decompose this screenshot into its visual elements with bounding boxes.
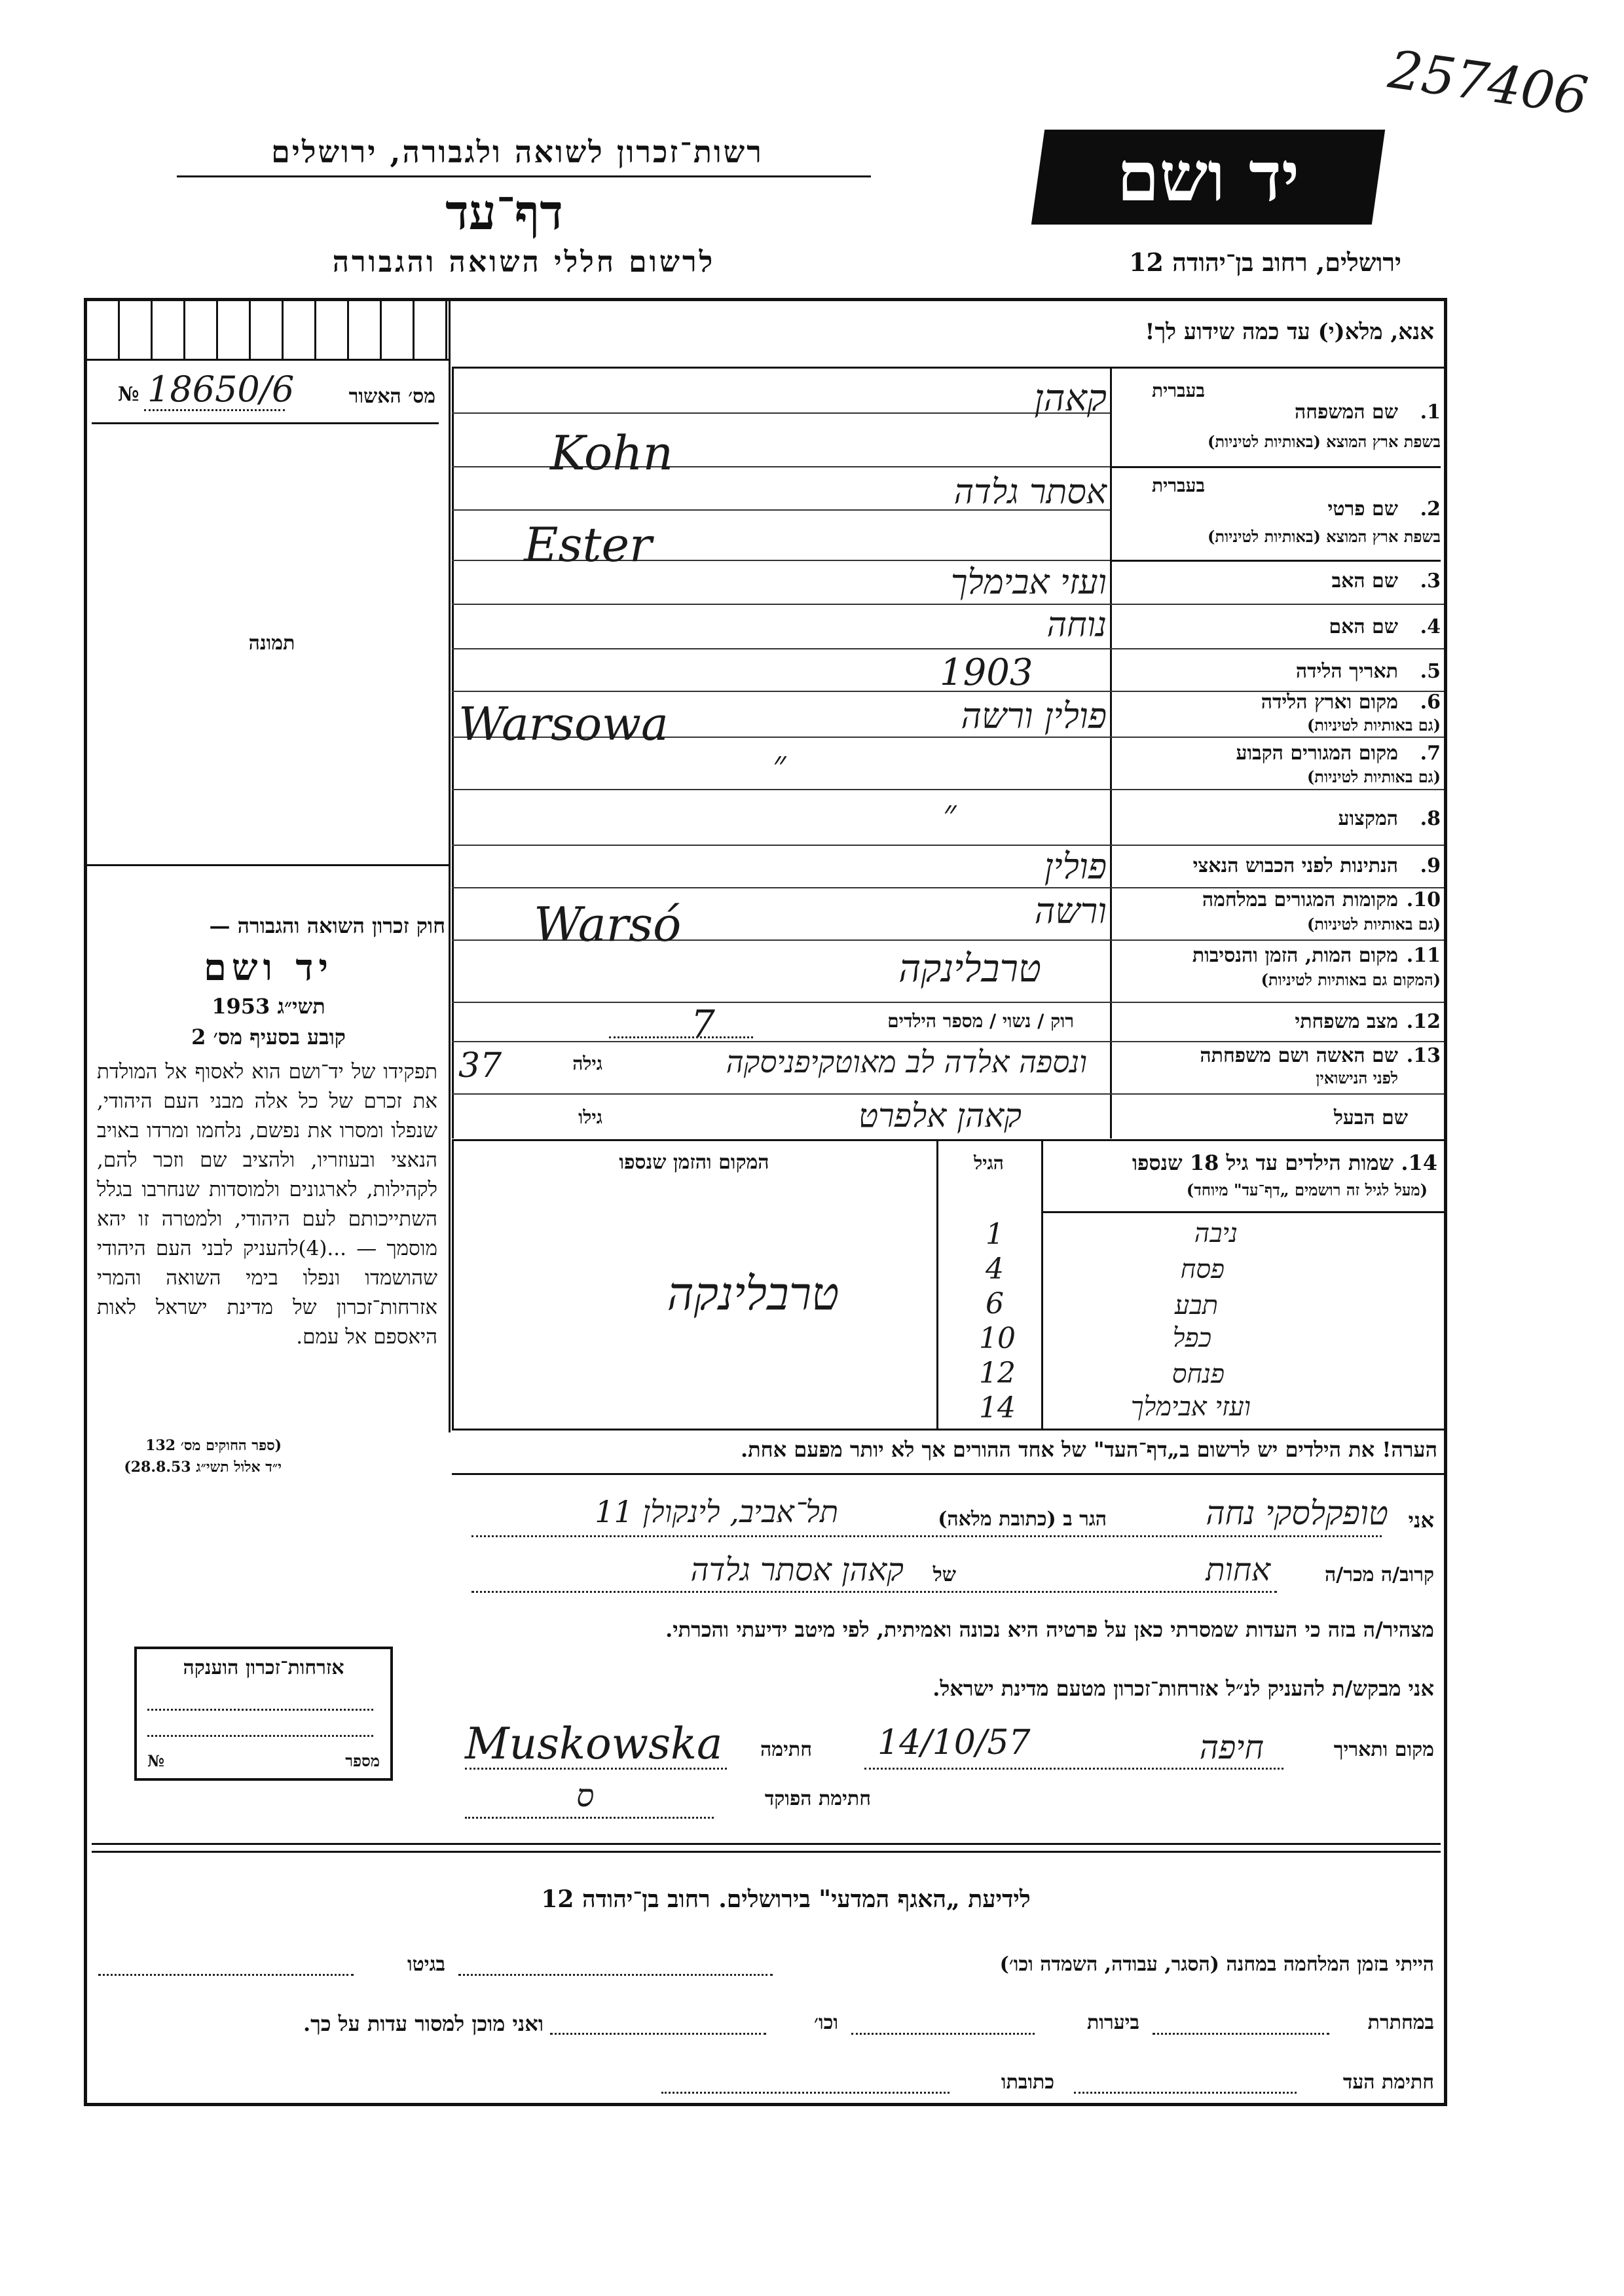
child-name-2: פסח: [1180, 1254, 1225, 1285]
children-place-value: טרבלינקה: [667, 1267, 840, 1321]
children-table-left: [452, 1140, 454, 1429]
declarant-signature-label: חתימה: [760, 1738, 812, 1761]
children-col-left: [936, 1140, 938, 1429]
child-name-1: ניבה: [1194, 1218, 1238, 1248]
field-13-label: שם האשה ושם משפחתה: [1200, 1044, 1398, 1067]
certificate-no-symbol: №: [147, 1751, 165, 1770]
child-age-2: 4: [986, 1252, 1004, 1286]
footer-line2-c: וכו׳: [814, 2011, 838, 2034]
declarant-request: אני מבקש/ת להעניק לנ״ל אזרחות־זכרון מטעם מדינת ישראל.: [932, 1676, 1434, 1701]
footer-heading: לידיעת „האגף המדעי" בירושלים. רחוב בן־יהודה 12: [541, 1886, 1031, 1913]
field-12-label: מצב משפחתי: [1295, 1010, 1398, 1033]
footer-line3-dots-a: [1074, 2092, 1297, 2094]
field-1-sub: בשפת ארץ המוצא (באותיות לטיניות): [1208, 432, 1441, 451]
field-11-sub: (המקום גם באותיות לטיניות): [1261, 970, 1441, 989]
left-column-separator: [449, 300, 451, 1432]
field-1-value-latin: Kohn: [550, 426, 673, 481]
field-2-num: 2.: [1420, 498, 1441, 520]
field-3-label: שם האב: [1331, 570, 1398, 592]
doc-subtitle: לרשום חללי השואה והגבורה: [332, 246, 716, 279]
photo-bottom: [85, 864, 449, 866]
field-10-value-hebrew: ורשה: [1034, 890, 1107, 932]
child-age-4: 10: [979, 1322, 1016, 1355]
field-11-label: מקום המות, הזמן והנסיבות: [1192, 944, 1398, 967]
field-10-value-latin: Warsó: [534, 897, 682, 952]
approval-comb: [85, 300, 449, 359]
footer-rule-1: [92, 1843, 1441, 1845]
photo-label: תמונה: [248, 632, 295, 655]
field-9-value: פולין: [1044, 846, 1107, 887]
declarant-address: תל־אביב, לינקולן 11: [595, 1494, 838, 1529]
field-10-label: מקומות המגורים במלחמה: [1202, 888, 1398, 911]
field-1-value-hebrew: קאהן: [1034, 377, 1107, 420]
field-12-num: 12.: [1406, 1010, 1441, 1033]
child-name-5: פנחס: [1172, 1359, 1225, 1389]
field-7-num: 7.: [1420, 742, 1441, 765]
field-2-label: שם פרטי: [1327, 498, 1398, 520]
child-name-4: כפל: [1172, 1323, 1211, 1353]
field-8-label: המקצוע: [1338, 807, 1398, 830]
certificate-title: אזרחות־זכרון הוענקה: [183, 1656, 344, 1679]
rule-12: [452, 1041, 1444, 1042]
field-13-age-label: גילה: [572, 1053, 602, 1074]
children-title: 14. שמות הילדים עד גיל 18 שנספו: [1132, 1150, 1437, 1175]
field-4-value: נוחה: [1046, 606, 1107, 645]
declarant-relation-label: קרוב/ה מכר/ה: [1325, 1563, 1434, 1586]
footer-line3-dots-b: [661, 2092, 950, 2094]
approval-label: מס׳ האשור: [348, 385, 435, 408]
approval-underline: [92, 422, 439, 424]
rule-3: [452, 604, 1444, 605]
field-12-value: 7: [691, 1002, 715, 1046]
law-citation-1: (ספר החוקים מס׳ 132: [145, 1437, 282, 1454]
child-name-6: ועזי אבימלך: [1130, 1392, 1251, 1422]
approval-dotted: [144, 409, 285, 411]
footer-line3-a: חתימת העד: [1342, 2071, 1434, 2094]
husband-value: קאהן אלפרט: [858, 1097, 1022, 1135]
declarant-place-value: חיפה: [1199, 1728, 1264, 1766]
field-12-status-options: רוק / נשוי / מספר הילדים: [887, 1010, 1074, 1032]
field-4-num: 4.: [1420, 615, 1441, 638]
logo-text: יד ושם: [1116, 136, 1300, 217]
field-7-value: ״: [773, 743, 786, 784]
declarant-of-value: קאהן אסתר גלדה: [690, 1552, 904, 1588]
approval-value: 18650/6: [147, 369, 295, 410]
rule-field-3: [1110, 560, 1441, 562]
field-13-value: ונספה אלדה לב מאוטקיפניסקה: [726, 1044, 1087, 1080]
official-value: ס: [576, 1777, 595, 1814]
footer-line2-b: ביערות: [1086, 2011, 1139, 2034]
field-5-value: 1903: [940, 651, 1033, 694]
footer-line3-b: כתובתו: [1001, 2071, 1054, 2094]
certificate-line-2: [147, 1735, 373, 1737]
field-6-label: מקום וארץ הלידה: [1261, 691, 1398, 714]
footer-line1-dots-b: [98, 1974, 354, 1976]
footer-line2-dots-b: [851, 2033, 1035, 2035]
field-2-hebrew-tag: בעברית: [1151, 475, 1205, 496]
law-year: תשי״ג 1953: [212, 994, 325, 1019]
approval-no-symbol: №: [118, 383, 139, 406]
children-header-rule: [1041, 1211, 1444, 1213]
remark: הערה! את הילדים יש לרשום ב„דף־העד" של אחד ההורים אך לא יותר מפעם אחת.: [740, 1437, 1437, 1462]
footer-line1-a: הייתי בזמן המלחמה במחנה (הסגר, עבודה, השמדה וכו׳): [999, 1953, 1434, 1976]
field-8-num: 8.: [1420, 807, 1441, 830]
child-age-1: 1: [986, 1218, 1004, 1251]
official-line: [465, 1817, 714, 1819]
field-13-num: 13.: [1406, 1044, 1441, 1067]
child-age-6: 14: [979, 1391, 1016, 1425]
rule-14-top: [452, 1139, 1444, 1141]
child-name-3: תבע: [1174, 1290, 1218, 1321]
field-2-value-latin: Ester: [524, 517, 652, 572]
rule-4: [452, 648, 1444, 649]
rule-7: [452, 789, 1444, 790]
law-name: יד ושם: [203, 946, 334, 989]
comb-base: [85, 359, 449, 361]
field-12-dotted: [609, 1036, 753, 1038]
org-line: רשות־זכרון לשואה ולגבורה, ירושלים: [271, 134, 764, 170]
field-13-age-value: 37: [458, 1046, 502, 1085]
declarant-line-2: [471, 1591, 1277, 1593]
field-5-label: תאריך הלידה: [1295, 660, 1398, 683]
official-label: חתימת הפוקד: [764, 1787, 871, 1810]
field-9-label: הנתינות לפני הכבוש הנאצי: [1192, 854, 1398, 877]
field-3-value: ועזי אבימלך: [951, 563, 1107, 602]
field-6-value-latin: Warsowa: [458, 697, 669, 751]
intro-text: אנא, מלא(י) עד כמה שידוע לך!: [1145, 319, 1434, 345]
field-5-num: 5.: [1420, 660, 1441, 683]
field-13-sub: לפני הנישואין: [1316, 1068, 1398, 1087]
child-age-3: 6: [986, 1287, 1004, 1321]
footer-line1-dots-a: [458, 1974, 773, 1976]
field-1-label: שם המשפחה: [1294, 401, 1398, 424]
rule-field-2: [1110, 466, 1441, 468]
declarant-date-line: [864, 1768, 1283, 1770]
value-column-left: [452, 368, 454, 1139]
children-table-bottom: [452, 1429, 1444, 1430]
field-9-num: 9.: [1420, 854, 1441, 877]
husband-label: שם הבעל: [1333, 1106, 1408, 1129]
children-col-right: [1041, 1140, 1043, 1429]
field-6-num: 6.: [1420, 691, 1441, 714]
law-citation-2: י״ד אלול תשי״ג 28.8.53): [124, 1459, 282, 1476]
declarant-relation-value: אחות: [1206, 1552, 1270, 1588]
law-clause: קובע בסעיף מס׳ 2: [191, 1025, 346, 1049]
field-10-num: 10.: [1406, 888, 1441, 911]
address-line: ירושלים, רחוב בן־יהודה 12: [1129, 247, 1401, 277]
field-4-label: שם האם: [1329, 615, 1398, 638]
certificate-number-label: מספר: [345, 1751, 380, 1770]
field-1-hebrew-tag: בעברית: [1151, 380, 1205, 401]
children-age-header: הגיל: [974, 1152, 1004, 1174]
remark-bottom: [452, 1473, 1444, 1475]
footer-line2-dots-c: [550, 2033, 766, 2035]
field-10-sub: (גם באותיות לטיניות): [1306, 915, 1441, 934]
footer-line1-b: בגיטו: [407, 1953, 445, 1976]
field-6-sub: (גם באותיות לטיניות): [1306, 716, 1441, 735]
children-note: (מעל לגיל זה רושמים „דף־עד" מיוחד): [1186, 1180, 1428, 1199]
footer-line2-a: במחתרת: [1367, 2011, 1434, 2034]
declarant-place-date-label: מקום ותאריך: [1333, 1738, 1434, 1761]
field-7-sub: (גם באותיות לטיניות): [1306, 767, 1441, 786]
handwritten-id: 257406: [1385, 39, 1592, 127]
field-2-value-hebrew: אסתר גלדה: [953, 473, 1107, 512]
law-body: תפקידו של יד־ושם הוא לאסוף אל המולדת את זכרם של כל אלה מבני העם היהודי, שנפלו ומסרו את נפשם, נלחמו ומרדו באויב הנאצי ובעוזריו, ולהציב שם וזכר להם, לקהילות, לארגונים ולמוסדות שנחרבו בגלל השתייכותם לעם היהודי, ולמטרה זו יהא מוסמך — ...(4)להעניק לבני העם היהודי שהושמדו ונפלו בימי השואה והמרי אזרחות־זכרון של מדינת ישראל לאות היאספם אל עמם.: [97, 1060, 437, 1349]
declarant-resides-label: הגר ב (כתובת מלאה): [938, 1508, 1107, 1531]
field-11-num: 11.: [1406, 944, 1441, 967]
declarant-signature-line: [465, 1768, 727, 1770]
field-1-num: 1.: [1420, 401, 1441, 424]
rule-11: [452, 1002, 1444, 1003]
children-place-header: המקום והזמן שנספו: [619, 1151, 769, 1174]
declarant-ani: אני: [1408, 1508, 1434, 1533]
doc-title: דף־עד: [445, 185, 563, 241]
footer-line2-dots-a: [1153, 2033, 1329, 2035]
declarant-name: טופקלסקי נחה: [1206, 1494, 1388, 1532]
declarant-date-value: 14/10/57: [877, 1723, 1031, 1762]
declarant-of-label: של: [932, 1563, 956, 1586]
intro-separator: [452, 367, 1444, 369]
footer-rule-2: [92, 1851, 1441, 1853]
label-column-separator: [1110, 368, 1112, 1139]
footer-line2-d: ואני מוכן למסור עדות על כך.: [303, 2011, 544, 2036]
declarant-declaration: מצהיר/ה בזה כי העדות שמסרתי כאן על פרטיה היא נכונה ואמיתית, לפי מיטב ידיעתי והכרתי.: [665, 1617, 1434, 1642]
field-2-sub: בשפת ארץ המוצא (באותיות לטיניות): [1208, 527, 1441, 546]
field-8-value: ״: [943, 792, 957, 833]
field-11-value: טרבלינקה: [898, 946, 1041, 991]
field-7-label: מקום המגורים הקבוע: [1236, 742, 1398, 765]
declarant-line-1: [471, 1535, 1382, 1537]
husband-age-label: גילו: [578, 1106, 602, 1128]
rule-13: [452, 1093, 1444, 1095]
org-underline: [177, 175, 871, 177]
field-3-num: 3.: [1420, 570, 1441, 592]
declarant-signature: Muskowska: [465, 1719, 723, 1769]
certificate-line-1: [147, 1709, 373, 1711]
law-heading: חוק זכרון השואה והגבורה —: [209, 913, 445, 938]
field-6-value-hebrew: פולין ורשה: [961, 695, 1107, 737]
child-age-5: 12: [979, 1357, 1016, 1390]
